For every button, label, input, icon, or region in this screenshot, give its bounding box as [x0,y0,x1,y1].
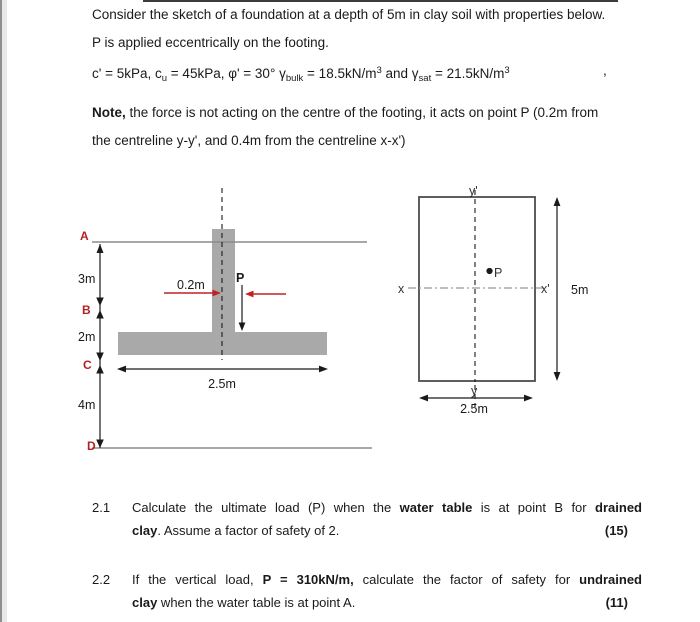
depth-dimension-line [96,244,104,448]
load-p-arrow [239,285,246,331]
eccentricity-0-2m-label: 0.2m [177,278,205,292]
footing-width-dimension [117,366,328,373]
footing-width-2-5m-label: 2.5m [208,377,236,391]
depth-3m-label: 3m [78,272,96,286]
note-line-1: Note, the force is not acting on the centre of the footing, it acts on point P (0.2m from [92,105,599,120]
foundation-diagram [0,180,700,470]
intro-line-2: P is applied eccentrically on the footing. [92,35,329,50]
note-paragraph [92,99,598,155]
load-p-label: P [236,271,245,285]
marks-badge: (15) [604,523,628,538]
question-line-1: Calculate the ultimate load (P) when the water table is at point B for drained [132,500,642,515]
depth-2m-label: 2m [78,330,96,344]
point-a-label: A [80,229,89,243]
axis-x-label: x [398,282,405,296]
point-b-label: B [82,303,91,317]
axis-y-prime-label: y' [469,184,478,198]
point-p-dot [486,268,492,274]
pointer-to-p-arrow [245,291,286,298]
soil-properties-line: c' = 5kPa, $c_u = 45kPa$, φ' = 30° $\gamma_{bulk} = 18.5kN/m^3$ and $\gamma_{sat} = 21.5kN/m^3$ [92,65,510,84]
plan-view [398,184,588,416]
plan-height-dimension [554,197,561,381]
axis-x-prime-label: x' [541,282,550,296]
intro-paragraph [92,1,605,85]
column-stem [212,229,235,332]
stray-comma: , [603,63,607,78]
question-text [132,496,642,542]
note-line-2: the centreline y-y', and 0.4m from the centreline x-x') [92,133,406,148]
question-number: 2.2 [92,572,111,587]
question-line-2: clay when the water table is at point A. (11) [132,591,642,614]
point-c-label: C [83,358,92,372]
point-d-label: D [87,439,96,453]
section-view [78,188,372,453]
footing-plan-outline [419,197,535,381]
question-2-1 [92,496,642,542]
question-text [132,568,642,614]
marks-badge: (11) [605,595,628,610]
axis-y-label: y [471,384,478,398]
plan-height-5m-label: 5m [571,283,589,297]
intro-line-1: Consider the sketch of a foundation at a depth of 5m in clay soil with properties below. [92,7,606,22]
question-number: 2.1 [92,500,111,515]
question-line-1: If the vertical load, P = 310kN/m, calculate the factor of safety for undrained [132,572,642,587]
plan-width-2-5m-label: 2.5m [460,402,488,416]
depth-4m-label: 4m [78,398,96,412]
question-2-2 [92,568,642,614]
plan-p-label: P [494,266,503,280]
question-line-2: clay. Assume a factor of safety of 2. (15) [132,519,642,542]
